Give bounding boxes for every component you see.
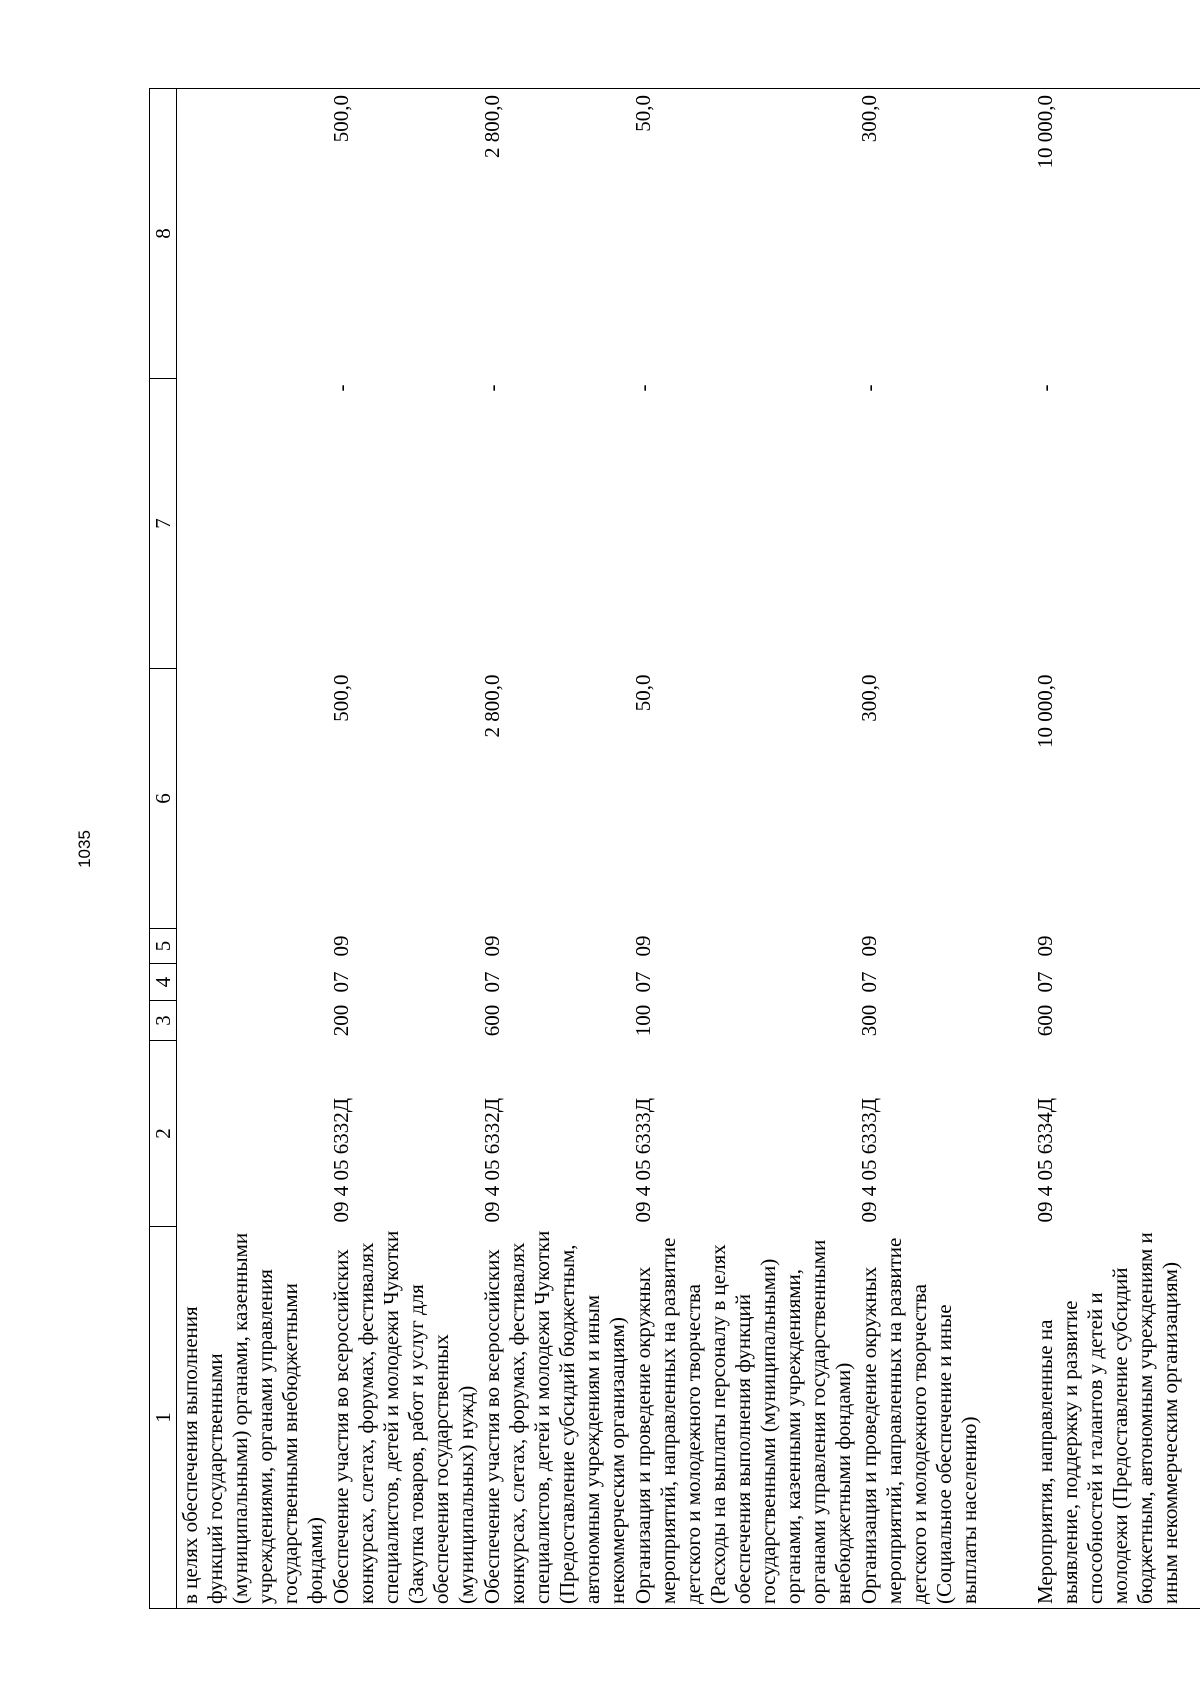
row-name: в целях обеспечения выполнения функций государственными (муниципальными) органами, казенными учреждениями, органами управления государственными внебюджетными фондами) (177, 1227, 329, 1609)
header-col-1: 1 (150, 1227, 177, 1609)
row-col-8: 500,0 (328, 89, 479, 379)
row-code: 09 4 05 6332Д (480, 1097, 504, 1223)
row-col-3 (177, 1001, 329, 1041)
header-col-2: 2 (150, 1041, 177, 1227)
table-header-row (150, 89, 177, 1609)
row-col-6: 10 000,0 (1033, 674, 1057, 748)
row-col-5: 09 (329, 935, 353, 957)
row-col-5 (177, 929, 329, 964)
row-code (177, 1041, 329, 1227)
header-col-7: 7 (150, 379, 177, 669)
row-col-4: 07 (480, 971, 504, 993)
budget-table (149, 88, 1200, 1609)
row-col-6: 50,0 (631, 674, 655, 712)
row-code: 09 4 05 6333Д (857, 1097, 881, 1223)
row-col-7: - (631, 384, 655, 392)
page-number: 1035 (75, 830, 94, 868)
row-col-6 (177, 669, 329, 929)
row-col-7: - (329, 384, 353, 392)
row-col-4: 07 (631, 971, 655, 993)
header-col-6: 6 (150, 669, 177, 929)
row-col-5: 09 (480, 935, 504, 957)
row-col-8: 50,0 (630, 89, 856, 379)
row-col-7: - (1033, 384, 1057, 392)
row-col-3: 600 (1033, 1004, 1057, 1037)
table-row (328, 89, 479, 1609)
row-col-5: 09 (1033, 935, 1057, 957)
row-name: Организация и проведение окружных мероприятий, направленных на развитие детского и молодежного творчества (Социальное обеспечение и иные выплаты населению) (856, 1227, 1032, 1609)
row-col-8: 300,0 (856, 89, 1032, 379)
row-name: Обеспечение участия во всероссийских конкурсах, слетах, форумах, фестивалях специалистов, детей и молодежи Чукотки (Предоставление субсидий бюджетным, автономным учреждениям и иным некоммерческим организациям) (479, 1227, 630, 1609)
budget-table-wrapper (149, 89, 1182, 1609)
row-col-4: 07 (329, 971, 353, 993)
row-col-7 (177, 379, 329, 669)
row-code: 09 4 05 6333Д (631, 1097, 655, 1223)
header-col-3: 3 (150, 1001, 177, 1041)
row-col-3: 200 (329, 1004, 353, 1037)
table-row (479, 89, 630, 1609)
table-row (630, 89, 856, 1609)
row-col-3: 600 (480, 1004, 504, 1037)
header-col-5: 5 (150, 929, 177, 964)
row-col-8: 2 800,0 (479, 89, 630, 379)
row-col-4: 07 (857, 971, 881, 993)
row-col-5: 09 (631, 935, 655, 957)
row-col-6: 2 800,0 (480, 674, 504, 738)
row-col-5: 09 (857, 935, 881, 957)
row-col-4: 07 (1033, 971, 1057, 993)
row-name: Мероприятия, направленные на выявление, поддержку и развитие способностей и талантов у детей и молодежи (Предоставление субсидий бюджетным, автономным учреждениям и иным некоммерческим организациям) (1032, 1227, 1200, 1609)
row-col-8: 10 000,0 (1032, 89, 1200, 379)
row-col-3: 300 (857, 1004, 881, 1037)
row-col-3: 100 (631, 1004, 655, 1037)
table-row (177, 89, 329, 1609)
row-col-7: - (480, 384, 504, 392)
table-row (1032, 89, 1200, 1609)
header-col-4: 4 (150, 964, 177, 1001)
row-code: 09 4 05 6332Д (329, 1097, 353, 1223)
row-col-6: 300,0 (857, 674, 881, 722)
row-col-7: - (857, 384, 881, 392)
row-code: 09 4 05 6334Д (1033, 1097, 1057, 1223)
row-name: Обеспечение участия во всероссийских конкурсах, слетах, форумах, фестивалях специалистов, детей и молодежи Чукотки (Закупка товаров, работ и услуг для обеспечения государственных (муниципальных) нужд) (328, 1227, 479, 1609)
row-col-4 (177, 964, 329, 1001)
table-row (856, 89, 1032, 1609)
header-col-8: 8 (150, 89, 177, 379)
row-col-6: 500,0 (329, 674, 353, 722)
row-name: Организация и проведение окружных мероприятий, направленных на развитие детского и молодежного творчества (Расходы на выплаты персоналу в целях обеспечения выполнения функций государственными (муниципальными) органами, казенными учреждениями, органами управления государственными внебюджетными фондами) (630, 1227, 856, 1609)
row-col-8 (177, 89, 329, 379)
